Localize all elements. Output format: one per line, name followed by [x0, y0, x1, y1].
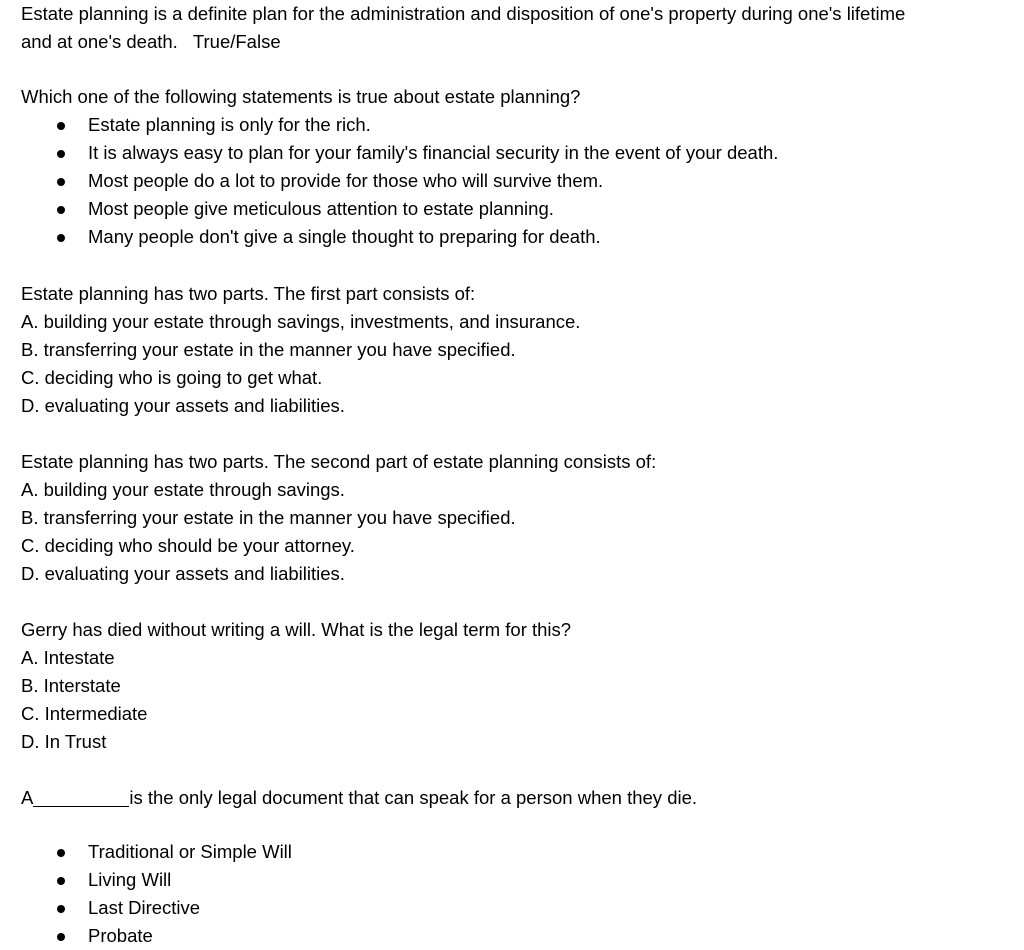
fill-in-blank — [33, 786, 129, 807]
option-d: D. evaluating your assets and liabilities. — [21, 563, 345, 584]
option-text: Many people don't give a single thought to preparing for death. — [88, 226, 601, 247]
bullet-icon — [57, 234, 65, 242]
question-5 — [21, 616, 1014, 756]
option-text: Most people do a lot to provide for those who will survive them. — [88, 170, 604, 191]
bullet-icon — [57, 150, 65, 158]
question-6-text — [21, 784, 1014, 812]
option-text: Living Will — [88, 869, 172, 890]
option-text: Estate planning is only for the rich. — [88, 114, 371, 135]
option-c: C. Intermediate — [21, 703, 148, 724]
question-3 — [21, 280, 1014, 420]
option-b: B. transferring your estate in the manner you have specified. — [21, 339, 516, 360]
question-1-text-line-1: Estate planning is a definite plan for the administration and disposition of one's property during one's lifetime — [21, 3, 906, 24]
question-4 — [21, 448, 1014, 588]
list-item — [21, 223, 1014, 251]
list-item — [21, 195, 1014, 223]
bullet-icon — [57, 122, 65, 130]
question-4-text: Estate planning has two parts. The second part of estate planning consists of: — [21, 451, 657, 472]
option-c: C. deciding who should be your attorney. — [21, 535, 355, 556]
bullet-icon — [57, 933, 65, 941]
question-2-text: Which one of the following statements is true about estate planning? — [21, 86, 581, 107]
option-text: Last Directive — [88, 897, 201, 918]
list-item — [21, 922, 1014, 950]
option-d: D. In Trust — [21, 731, 107, 752]
list-item — [21, 866, 1014, 894]
bullet-icon — [57, 206, 65, 214]
question-5-text: Gerry has died without writing a will. What is the legal term for this? — [21, 619, 572, 640]
option-b: B. transferring your estate in the manner you have specified. — [21, 507, 516, 528]
option-text: It is always easy to plan for your family's financial security in the event of your death. — [88, 142, 779, 163]
option-text: Traditional or Simple Will — [88, 841, 292, 862]
question-2 — [21, 83, 1014, 251]
question-6 — [21, 784, 1014, 812]
option-d: D. evaluating your assets and liabilities. — [21, 395, 345, 416]
option-text: Probate — [88, 925, 153, 946]
bullet-icon — [57, 877, 65, 885]
option-b: B. Interstate — [21, 675, 121, 696]
question-1-text-line-2: and at one's death. True/False — [21, 31, 281, 52]
bullet-icon — [57, 178, 65, 186]
question-6-options — [21, 838, 1014, 950]
question-6-suffix: is the only legal document that can speak for a person when they die. — [129, 787, 698, 808]
option-a: A. Intestate — [21, 647, 115, 668]
list-item — [21, 838, 1014, 866]
question-1 — [21, 0, 1014, 56]
list-item — [21, 139, 1014, 167]
option-text: Most people give meticulous attention to estate planning. — [88, 198, 554, 219]
question-3-text: Estate planning has two parts. The first part consists of: — [21, 283, 476, 304]
option-c: C. deciding who is going to get what. — [21, 367, 323, 388]
bullet-icon — [57, 905, 65, 913]
option-a: A. building your estate through savings, investments, and insurance. — [21, 311, 581, 332]
option-a: A. building your estate through savings. — [21, 479, 345, 500]
list-item — [21, 111, 1014, 139]
bullet-icon — [57, 849, 65, 857]
list-item — [21, 167, 1014, 195]
question-6-prefix: A — [21, 787, 34, 808]
list-item — [21, 894, 1014, 922]
